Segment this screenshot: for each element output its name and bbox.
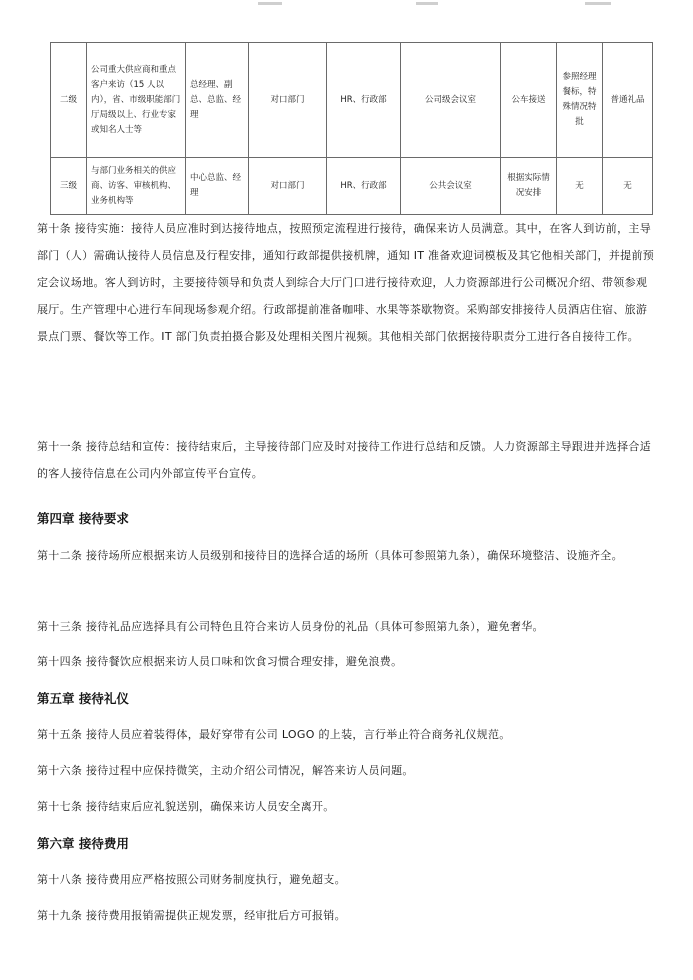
article-10: 第十条 接待实施：接待人员应准时到达接待地点，按照预定流程进行接待，确保来访人员满意。其中，在客人到访前，主导部门（人）需确认接待人员信息及行程安排，通知行政部提供接机牌，通知 IT 准备欢迎词模板及其它他相关部门，并提前预定会议场地。客人到访时，主要接待领导和负责人到综合大厅门口进行接待欢迎，人力资源部进行公司概况介绍、带领参观展厅。生产管理中心进行车间现场参观介绍。行政部提前准备咖啡、水果等茶歇物资。采购部安排接待人员酒店住宿、旅游景点门票、餐饮等工作。IT 部门负责拍摄合影及处理相关图片视频。其他相关部门依据接待职责分工进行各自接待工作。 — [37, 222, 655, 343]
reception-level-table — [50, 42, 653, 215]
article-18: 第十八条 接待费用应严格按照公司财务制度执行，避免超支。 — [37, 873, 346, 886]
support-cell: HR、行政部 — [327, 43, 401, 158]
host-cell: 中心总监、经理 — [186, 158, 249, 215]
article-11: 第十一条 接待总结和宣传：接待结束后，主导接待部门应及时对接待工作进行总结和反馈。人力资源部主导跟进并选择合适的客人接待信息在公司内外部宣传平台宣传。 — [37, 440, 651, 480]
table-row — [51, 158, 653, 215]
host-cell: 总经理、副总、总监、经理 — [186, 43, 249, 158]
article-17: 第十七条 接待结束后应礼貌送别，确保来访人员安全离开。 — [37, 800, 335, 813]
article-16: 第十六条 接待过程中应保持微笑，主动介绍公司情况，解答来访人员问题。 — [37, 764, 414, 777]
gift-cell: 普通礼品 — [603, 43, 653, 158]
article-14: 第十四条 接待餐饮应根据来访人员口味和饮食习惯合理安排，避免浪费。 — [37, 655, 403, 668]
venue-cell: 公司级会议室 — [401, 43, 501, 158]
visitors-cell: 与部门业务相关的供应商、访客、审核机构、业务机构等 — [87, 158, 186, 215]
article-19: 第十九条 接待费用报销需提供正规发票，经审批后方可报销。 — [37, 909, 346, 922]
article-12: 第十二条 接待场所应根据来访人员级别和接待目的选择合适的场所（具体可参照第九条），确保环境整洁、设施齐全。 — [37, 549, 623, 562]
visitors-cell: 公司重大供应商和重点客户来访（15 人以内），省、市级职能部门厅局级以上、行业专家或知名人士等 — [87, 43, 186, 158]
venue-cell: 公共会议室 — [401, 158, 501, 215]
dining-cell: 参照经理餐标，特殊情况特批 — [557, 43, 603, 158]
chapter-6-heading: 第六章 接待费用 — [37, 836, 129, 851]
article-13: 第十三条 接待礼品应选择具有公司特色且符合来访人员身份的礼品（具体可参照第九条），避免奢华。 — [37, 620, 544, 633]
dept-cell: 对口部门 — [249, 158, 327, 215]
chapter-5-heading: 第五章 接待礼仪 — [37, 691, 129, 706]
scan-artifacts — [0, 0, 693, 10]
table-row — [51, 43, 653, 158]
transport-cell: 根据实际情况安排 — [501, 158, 557, 215]
transport-cell: 公车接送 — [501, 43, 557, 158]
dining-cell: 无 — [557, 158, 603, 215]
dept-cell: 对口部门 — [249, 43, 327, 158]
level-cell: 二级 — [51, 43, 87, 158]
gift-cell: 无 — [603, 158, 653, 215]
level-cell: 三级 — [51, 158, 87, 215]
chapter-4-heading: 第四章 接待要求 — [37, 511, 129, 526]
support-cell: HR、行政部 — [327, 158, 401, 215]
article-15: 第十五条 接待人员应着装得体，最好穿带有公司 LOGO 的上装，言行举止符合商务礼仪规范。 — [37, 728, 511, 741]
